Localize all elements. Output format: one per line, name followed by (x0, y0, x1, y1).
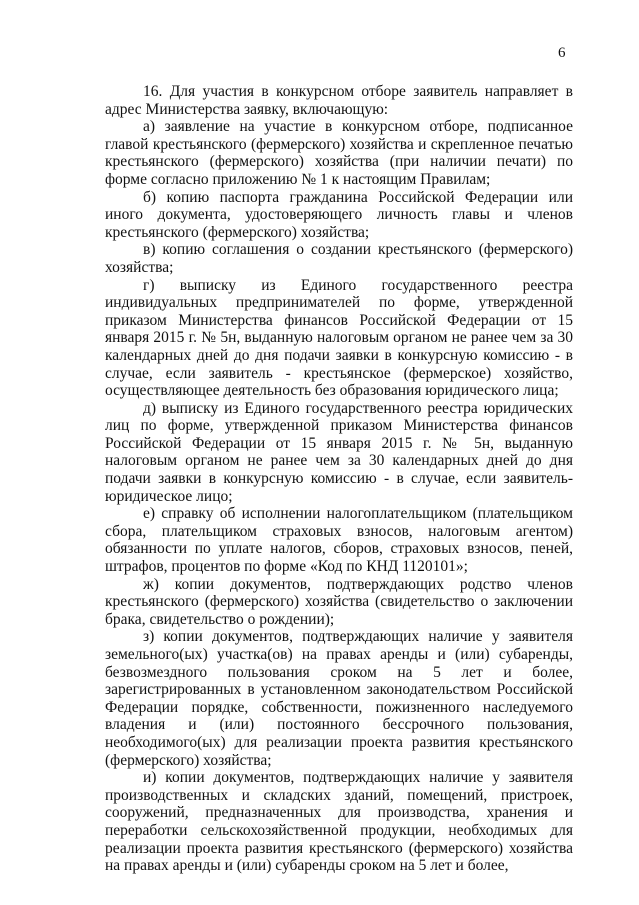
paragraph-item-i: и) копии документов, подтверждающих наличие у заявителя производственных и складских зданий, помещений, пристроек, сооружений, предназначенных для производства, хранения и переработки сельскохозяйственной продукции, необходимых для реализации проекта развития крестьянского (фермерского) хозяйства на правах аренды и (или) субаренды сроком на 5 лет и более, (105, 769, 573, 875)
paragraph-item-e: е) справку об исполнении налогоплательщиком (плательщиком сбора, плательщиком страховых взносов, налоговым агентом) обязанности по уплате налогов, сборов, страховых взносов, пеней, штрафов, процентов по форме «Код по КНД 1120101»; (105, 505, 573, 576)
paragraph-item-z: з) копии документов, подтверждающих наличие у заявителя земельного(ых) участка(ов) на правах аренды и (или) субаренды, безвозмездного пользования сроком на 5 лет и более, зарегистрированных в установленном законодательством Российской Федерации порядке, собственности, пожизненного наследуемого владения и (или) постоянного бессрочного пользования, необходимого(ых) для реализации проекта развития крестьянского (фермерского) хозяйства; (105, 628, 573, 769)
page-number: 6 (558, 45, 566, 61)
document-body (105, 83, 573, 875)
paragraph-item-a: а) заявление на участие в конкурсном отборе, подписанное главой крестьянского (фермерского) хозяйства и скрепленное печатью крестьянского (фермерского) хозяйства (при наличии печати) по форме согласно приложению № 1 к настоящим Правилам; (105, 118, 573, 188)
paragraph-item-b: б) копию паспорта гражданина Российской Федерации или иного документа, удостоверяющего личность главы и членов крестьянского (фермерского) хозяйства; (105, 188, 573, 241)
paragraph-item-d: д) выписку из Единого государственного реестра юридических лиц по форме, утвержденной приказом Министерства финансов Российской Федерации от 15 января 2015 г. № 5н, выданную налоговым органом не ранее чем за 30 календарных дней до дня подачи заявки в конкурсную комиссию - в случае, если заявитель- юридическое лицо; (105, 399, 573, 505)
paragraph-item-g: г) выписку из Единого государственного реестра индивидуальных предпринимателей по форме, утвержденной приказом Министерства финансов Российской Федерации от 15 января 2015 г. № 5н, выданную налоговым органом не ранее чем за 30 календарных дней до дня подачи заявки в конкурсную комиссию - в случае, если заявитель - крестьянское (фермерское) хозяйство, осуществляющее деятельность без образования юридического лица; (105, 276, 573, 400)
paragraph-16-intro: 16. Для участия в конкурсном отборе заявитель направляет в адрес Министерства заявку, включающую: (105, 83, 573, 118)
paragraph-item-v: в) копию соглашения о создании крестьянского (фермерского) хозяйства; (105, 241, 573, 276)
paragraph-item-zh: ж) копии документов, подтверждающих родство членов крестьянского (фермерского) хозяйства (свидетельство о заключении брака, свидетельство о рождении); (105, 575, 573, 628)
